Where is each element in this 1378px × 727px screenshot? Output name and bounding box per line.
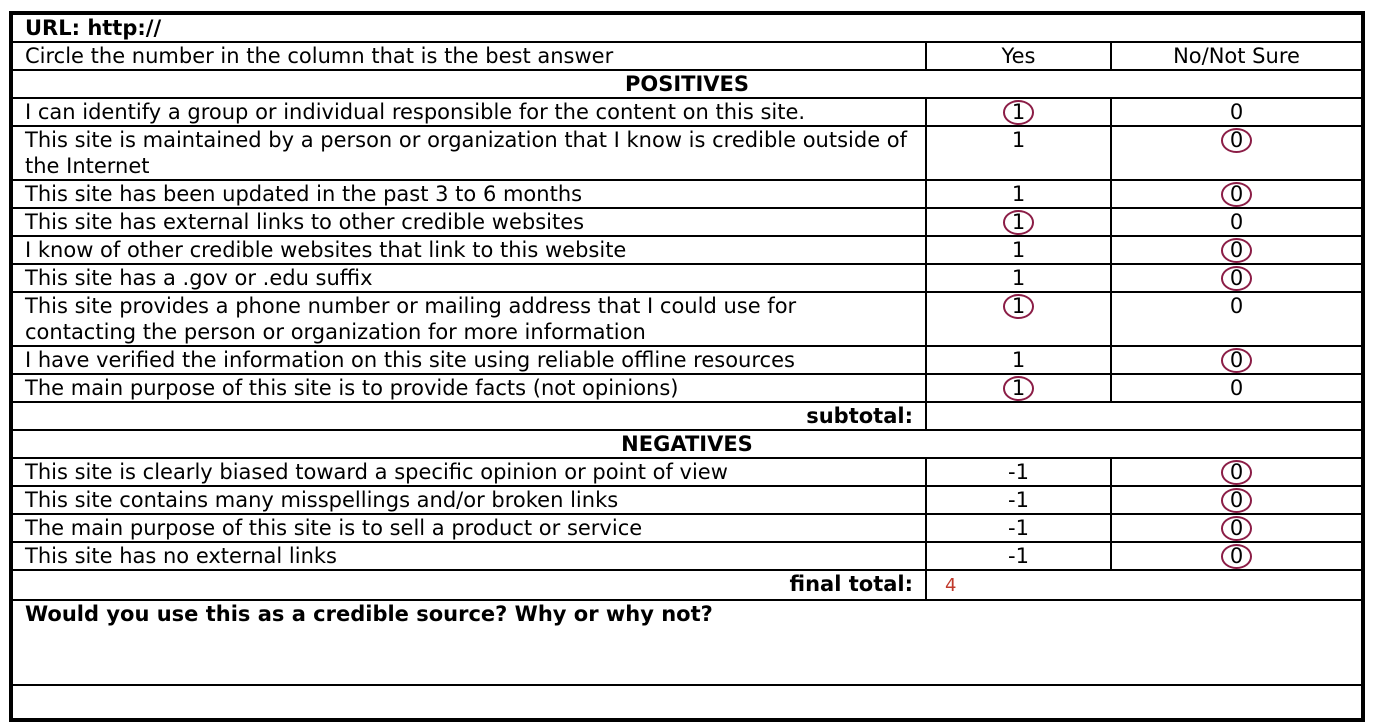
no-cell[interactable]: [1111, 542, 1361, 570]
negative-criterion-row: [13, 458, 1361, 486]
yes-value: 1: [1011, 266, 1026, 290]
yes-cell[interactable]: [926, 542, 1111, 570]
no-value: 0: [1229, 210, 1244, 234]
no-value: 0: [1224, 459, 1249, 485]
question-row: [13, 600, 1361, 685]
negative-criterion-row: [13, 486, 1361, 514]
positive-criterion-row: [13, 98, 1361, 126]
yes-cell[interactable]: [926, 292, 1111, 346]
criterion-text: This site contains many misspellings and/or broken links: [13, 486, 926, 514]
yes-cell[interactable]: [926, 264, 1111, 292]
no-cell[interactable]: [1111, 236, 1361, 264]
negatives-heading: NEGATIVES: [13, 430, 1361, 458]
yes-value: -1: [1008, 516, 1029, 540]
yes-cell[interactable]: [926, 514, 1111, 542]
yes-value: -1: [1008, 544, 1029, 568]
yes-value: 1: [1006, 375, 1031, 401]
negatives-heading-row: [13, 430, 1361, 458]
criterion-text: The main purpose of this site is to provide facts (not opinions): [13, 374, 926, 402]
criterion-text: This site is maintained by a person or organization that I know is credible outside of the Internet: [13, 126, 926, 180]
no-value: 0: [1224, 347, 1249, 373]
final-total-label: final total:: [13, 570, 926, 600]
yes-value: 1: [1011, 182, 1026, 206]
yes-value: 1: [1006, 293, 1031, 319]
criterion-text: This site has a .gov or .edu suffix: [13, 264, 926, 292]
final-total-row: [13, 570, 1361, 600]
no-header: No/Not Sure: [1111, 42, 1361, 70]
yes-cell[interactable]: [926, 486, 1111, 514]
yes-cell[interactable]: [926, 208, 1111, 236]
criterion-text: The main purpose of this site is to sell a product or service: [13, 514, 926, 542]
no-cell[interactable]: [1111, 98, 1361, 126]
positive-criterion-row: [13, 346, 1361, 374]
criterion-text: I can identify a group or individual responsible for the content on this site.: [13, 98, 926, 126]
credible-source-question: Would you use this as a credible source? Why or why not?: [13, 600, 1361, 685]
yes-cell[interactable]: [926, 180, 1111, 208]
yes-cell[interactable]: [926, 374, 1111, 402]
negative-criterion-row: [13, 514, 1361, 542]
positive-criterion-row: [13, 236, 1361, 264]
positive-criterion-row: [13, 264, 1361, 292]
yes-value: 1: [1011, 348, 1026, 372]
yes-cell[interactable]: [926, 458, 1111, 486]
subtotal-row: [13, 402, 1361, 430]
yes-value: -1: [1008, 460, 1029, 484]
no-cell[interactable]: [1111, 292, 1361, 346]
subtotal-label: subtotal:: [13, 402, 926, 430]
no-value: 0: [1224, 265, 1249, 291]
no-value: 0: [1229, 294, 1244, 318]
positive-criterion-row: [13, 208, 1361, 236]
yes-cell[interactable]: [926, 126, 1111, 180]
criterion-text: This site provides a phone number or mailing address that I could use for contacting the person or organization for more information: [13, 292, 926, 346]
no-value: 0: [1224, 181, 1249, 207]
no-value: 0: [1224, 487, 1249, 513]
yes-cell[interactable]: [926, 98, 1111, 126]
criterion-text: I know of other credible websites that link to this website: [13, 236, 926, 264]
no-cell[interactable]: [1111, 514, 1361, 542]
no-value: 0: [1224, 127, 1249, 153]
positive-criterion-row: [13, 126, 1361, 180]
positive-criterion-row: [13, 292, 1361, 346]
positive-criterion-row: [13, 180, 1361, 208]
yes-value: 1: [1006, 99, 1031, 125]
yes-value: 1: [1006, 209, 1031, 235]
no-cell[interactable]: [1111, 486, 1361, 514]
yes-value: 1: [1011, 128, 1026, 152]
instructions-text: Circle the number in the column that is the best answer: [13, 42, 926, 70]
final-total-cell[interactable]: [926, 570, 1361, 600]
yes-value: -1: [1008, 488, 1029, 512]
no-cell[interactable]: [1111, 458, 1361, 486]
no-cell[interactable]: [1111, 374, 1361, 402]
yes-cell[interactable]: [926, 236, 1111, 264]
yes-value: 1: [1011, 238, 1026, 262]
no-cell[interactable]: [1111, 180, 1361, 208]
criterion-text: This site has external links to other credible websites: [13, 208, 926, 236]
criterion-text: This site is clearly biased toward a specific opinion or point of view: [13, 458, 926, 486]
final-total-value: 4: [945, 575, 957, 596]
no-value: 0: [1229, 100, 1244, 124]
no-value: 0: [1229, 376, 1244, 400]
positive-criterion-row: [13, 374, 1361, 402]
url-label: URL: http://: [13, 15, 1361, 42]
criterion-text: This site has been updated in the past 3 to 6 months: [13, 180, 926, 208]
positives-heading: POSITIVES: [13, 70, 1361, 98]
yes-header: Yes: [926, 42, 1111, 70]
no-cell[interactable]: [1111, 126, 1361, 180]
no-value: 0: [1224, 237, 1249, 263]
no-cell[interactable]: [1111, 346, 1361, 374]
no-value: 0: [1224, 515, 1249, 541]
criterion-text: This site has no external links: [13, 542, 926, 570]
subtotal-value[interactable]: [926, 402, 1361, 430]
positives-heading-row: [13, 70, 1361, 98]
negative-criterion-row: [13, 542, 1361, 570]
credibility-checklist: [9, 11, 1365, 722]
url-row: [13, 15, 1361, 42]
no-value: 0: [1224, 543, 1249, 569]
checklist-table: [13, 15, 1361, 686]
no-cell[interactable]: [1111, 264, 1361, 292]
yes-cell[interactable]: [926, 346, 1111, 374]
instructions-row: [13, 42, 1361, 70]
criterion-text: I have verified the information on this site using reliable offline resources: [13, 346, 926, 374]
no-cell[interactable]: [1111, 208, 1361, 236]
